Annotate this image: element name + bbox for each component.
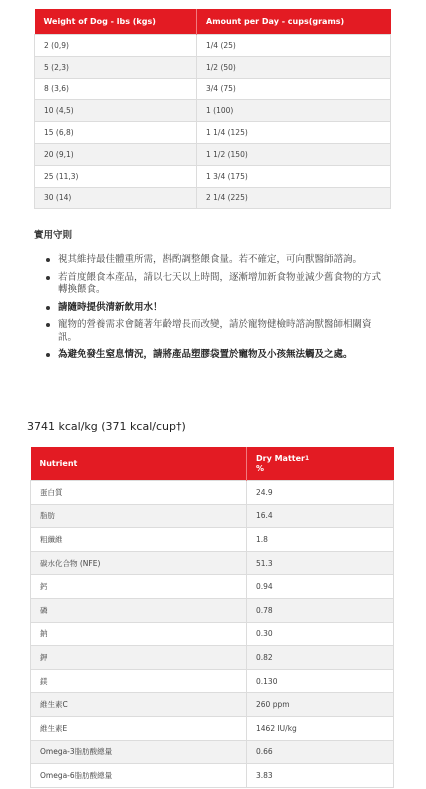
nutrient-value-cell: 3.83 <box>247 764 394 788</box>
guidelines-list <box>44 254 384 367</box>
nutrient-value-cell: 0.82 <box>247 646 394 670</box>
table-row <box>31 551 394 575</box>
amount-cell: 1/2 (50) <box>197 56 391 78</box>
table-row <box>35 143 391 165</box>
nutrient-value-cell: 260 ppm <box>247 693 394 717</box>
amount-cell: 2 1/4 (225) <box>197 187 391 209</box>
amount-cell: 1 3/4 (175) <box>197 165 391 187</box>
table-row <box>35 122 391 144</box>
table-row <box>31 504 394 528</box>
nutrient-value-cell: 0.130 <box>247 669 394 693</box>
amount-cell: 3/4 (75) <box>197 78 391 100</box>
table-row <box>35 165 391 187</box>
guideline-item: 若首度餵食本產品，請以七天以上時間，逐漸增加新食物並減少舊食物的方式轉換餵食。 <box>44 272 384 297</box>
dry-matter-unit: % <box>256 463 265 473</box>
guideline-item: 為避免發生窒息情況，請將產品塑膠袋置於寵物及小孩無法觸及之處。 <box>44 349 384 362</box>
nutrient-name-cell: 粗纖維 <box>31 528 247 552</box>
nutrient-table-header <box>31 447 394 481</box>
dry-matter-label: Dry Matter <box>256 453 305 463</box>
amount-cell: 1 (100) <box>197 100 391 122</box>
amount-cell: 1 1/4 (125) <box>197 122 391 144</box>
feeding-table-header <box>35 9 391 35</box>
nutrient-value-cell: 1.8 <box>247 528 394 552</box>
table-row <box>31 693 394 717</box>
guidelines-title: 實用守則 <box>34 230 73 241</box>
weight-cell: 30 (14) <box>35 187 197 209</box>
nutrient-name-cell: Omega-6脂肪酸總量 <box>31 764 247 788</box>
guideline-item: 視其維持最佳體重所需，斟酌調整餵食量。若不確定，可向獸醫師諮詢。 <box>44 254 384 267</box>
nutrient-name-cell: 鈣 <box>31 575 247 599</box>
table-row <box>31 740 394 764</box>
nutrient-value-cell: 0.66 <box>247 740 394 764</box>
weight-cell: 2 (0,9) <box>35 35 197 57</box>
nutrient-name-cell: 鎂 <box>31 669 247 693</box>
table-row <box>31 622 394 646</box>
nutrient-column-header: Nutrient <box>31 447 247 481</box>
nutrient-name-cell: 鈉 <box>31 622 247 646</box>
table-row <box>35 187 391 209</box>
nutrient-name-cell: 蛋白質 <box>31 481 247 505</box>
nutrient-value-cell: 1462 IU/kg <box>247 716 394 740</box>
calorie-content: 3741 kcal/kg (371 kcal/cup†) <box>27 420 186 433</box>
nutrient-value-cell: 51.3 <box>247 551 394 575</box>
table-row <box>31 598 394 622</box>
table-row <box>31 481 394 505</box>
nutrient-value-cell: 24.9 <box>247 481 394 505</box>
table-row <box>35 100 391 122</box>
table-row <box>31 646 394 670</box>
nutrient-name-cell: 碳水化合物 (NFE) <box>31 551 247 575</box>
weight-cell: 8 (3,6) <box>35 78 197 100</box>
table-row <box>35 78 391 100</box>
table-row <box>31 716 394 740</box>
guideline-item: 請隨時提供清新飲用水！ <box>44 302 384 315</box>
nutrient-name-cell: 磷 <box>31 598 247 622</box>
weight-cell: 20 (9,1) <box>35 143 197 165</box>
nutrient-table <box>30 447 394 788</box>
dry-matter-column-header <box>247 447 394 481</box>
weight-cell: 15 (6,8) <box>35 122 197 144</box>
nutrient-name-cell: 脂肪 <box>31 504 247 528</box>
footnote-marker: 1 <box>304 454 310 462</box>
amount-cell: 1 1/2 (150) <box>197 143 391 165</box>
nutrient-name-cell: 維生素C <box>31 693 247 717</box>
amount-cell: 1/4 (25) <box>197 35 391 57</box>
table-row <box>31 764 394 788</box>
guideline-item: 寵物的營養需求會隨著年齡增長而改變，請於寵物健檢時諮詢獸醫師相關資訊。 <box>44 319 384 344</box>
weight-cell: 10 (4,5) <box>35 100 197 122</box>
table-row <box>31 669 394 693</box>
nutrient-value-cell: 16.4 <box>247 504 394 528</box>
table-row <box>31 575 394 599</box>
nutrient-name-cell: 鉀 <box>31 646 247 670</box>
amount-column-header: Amount per Day - cups(grams) <box>197 9 391 35</box>
feeding-table <box>34 9 391 209</box>
nutrient-value-cell: 0.94 <box>247 575 394 599</box>
weight-column-header: Weight of Dog - lbs (kgs) <box>35 9 197 35</box>
table-row <box>31 528 394 552</box>
nutrient-name-cell: Omega-3脂肪酸總量 <box>31 740 247 764</box>
nutrient-name-cell: 維生素E <box>31 716 247 740</box>
weight-cell: 25 (11,3) <box>35 165 197 187</box>
nutrient-value-cell: 0.78 <box>247 598 394 622</box>
weight-cell: 5 (2,3) <box>35 56 197 78</box>
table-row <box>35 35 391 57</box>
table-row <box>35 56 391 78</box>
nutrient-value-cell: 0.30 <box>247 622 394 646</box>
